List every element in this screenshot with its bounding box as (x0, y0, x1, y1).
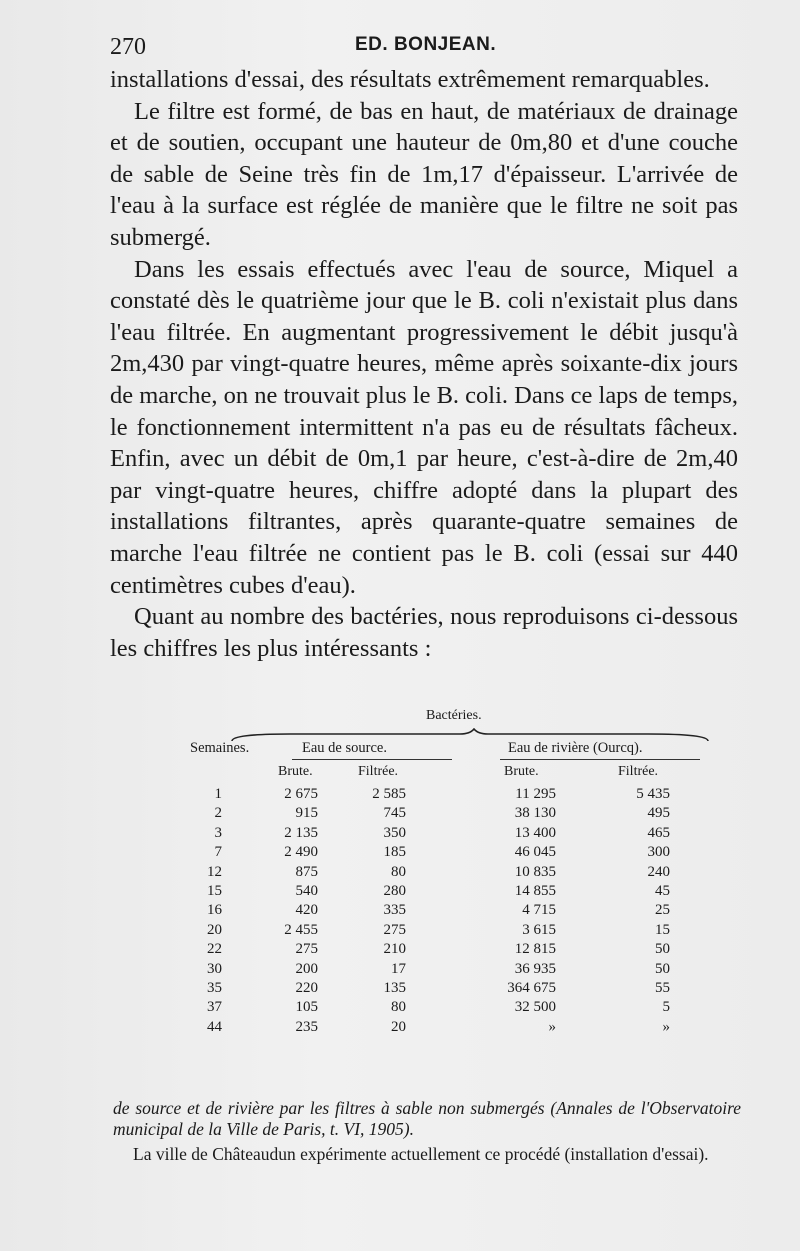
body-text (110, 64, 738, 664)
table-row (190, 786, 710, 805)
table-row (190, 902, 710, 921)
table-cell: 210 (383, 941, 406, 958)
table-cell: 16 (207, 902, 222, 919)
table-cell: 17 (391, 960, 406, 977)
table-cell: 335 (383, 902, 406, 919)
page-header (110, 34, 760, 60)
table-row (190, 825, 710, 844)
table-cell: 13 400 (514, 824, 556, 841)
table-cell: 235 (295, 1018, 318, 1035)
table-cell: 300 (647, 844, 670, 861)
table-cell: 32 500 (514, 999, 556, 1016)
table-cell: 36 935 (514, 960, 556, 977)
table-cell: 185 (383, 844, 406, 861)
table-cell: 2 455 (284, 921, 318, 938)
table-cell: » (548, 1018, 556, 1035)
river-filtered-header: Filtrée. (618, 764, 659, 779)
table-title: Bactéries. (426, 708, 482, 723)
table-cell: 80 (391, 863, 406, 880)
table-cell: 35 (207, 979, 222, 996)
table-cell: 14 855 (514, 882, 556, 899)
page-number: 270 (110, 34, 146, 60)
table-cell: 50 (655, 941, 670, 958)
table-cell: 3 615 (522, 921, 556, 938)
table-cell: 495 (647, 805, 670, 822)
table-row (190, 883, 710, 902)
table-row (190, 844, 710, 863)
river-rule (500, 759, 700, 760)
source-header: Eau de source. (302, 740, 387, 756)
table-cell: 915 (295, 805, 318, 822)
table-cell: 350 (383, 824, 406, 841)
table-cell: 25 (655, 902, 670, 919)
table-row (190, 922, 710, 941)
table-caption: de source et de rivière par les filtres à sable non submergés (Annales de l'Observatoire municipal de la Ville de Paris, t. VI, 1905). (113, 1098, 741, 1139)
paragraph: Le filtre est formé, de bas en haut, de matériaux de drainage et de soutien, occupant une hauteur de 0m,80 et d'une couche de sable de Seine très fin de 1m,17 d'épaisseur. L'arrivée de l'eau à la surface est réglée de manière que le filtre ne soit pas submergé. (110, 97, 738, 251)
table-cell: 240 (647, 863, 670, 880)
table-cell: 420 (295, 902, 318, 919)
table-cell: 745 (383, 805, 406, 822)
table-row (190, 980, 710, 999)
table-cell: 44 (207, 1018, 222, 1035)
table-cell: 30 (207, 960, 222, 977)
footnote-text: La ville de Châteaudun expérimente actuellement ce procédé (installation d'essai). (133, 1144, 709, 1164)
table-cell: 135 (383, 979, 406, 996)
paragraph: Dans les essais effectués avec l'eau de source, Miquel a constaté dès le quatrième jour que le B. coli n'existait plus dans l'eau filtrée. En augmentant progressivement le débit jusqu'à 2m,430 par vingt-quatre heures, même après soixante-dix jours de marche, on ne trouvait plus le B. coli. Dans ce laps de temps, le fonctionnement intermittent n'a pas eu de résultats fâcheux. Enfin, avec un débit de 0m,1 par heure, c'est-à-dire de 2m,40 par vingt-quatre heures, chiffre adopté dans la plupart des installations filtrantes, après quarante-quatre semaines de marche l'eau filtrée ne contient pas le B. coli (essai sur 440 centimètres cubes d'eau). (110, 255, 738, 599)
table-cell: 20 (207, 921, 222, 938)
table-cell: » (662, 1018, 670, 1035)
table-cell: 15 (655, 921, 670, 938)
table-cell: 7 (214, 844, 222, 861)
table-cell: 45 (655, 882, 670, 899)
table-cell: 540 (295, 882, 318, 899)
table-cell: 364 675 (507, 979, 556, 996)
paragraph: installations d'essai, des résultats extrêmement remarquables. (110, 66, 710, 93)
table-row (190, 999, 710, 1018)
table-cell: 2 490 (284, 844, 318, 861)
table-cell: 80 (391, 999, 406, 1016)
table-cell: 280 (383, 882, 406, 899)
table-cell: 5 435 (636, 786, 670, 802)
table-row (190, 941, 710, 960)
river-raw-header: Brute. (504, 764, 539, 779)
table-cell: 2 675 (284, 786, 318, 802)
table-cell: 50 (655, 960, 670, 977)
table-caption-and-note (113, 1098, 741, 1165)
table-cell: 1 (214, 786, 222, 802)
table-cell: 5 (662, 999, 670, 1016)
table-cell: 38 130 (514, 805, 556, 822)
table-cell: 3 (214, 824, 222, 841)
table-row (190, 961, 710, 980)
table-cell: 220 (295, 979, 318, 996)
table-body (190, 786, 710, 1038)
table-cell: 12 815 (514, 941, 556, 958)
source-filtered-header: Filtrée. (358, 764, 399, 779)
table-cell: 465 (647, 824, 670, 841)
table-row (190, 864, 710, 883)
table-cell: 2 135 (284, 824, 318, 841)
table-cell: 11 295 (515, 786, 556, 802)
table-cell: 105 (295, 999, 318, 1016)
table-row (190, 1019, 710, 1038)
weeks-header: Semaines. (190, 740, 250, 756)
table-cell: 22 (207, 941, 222, 958)
table-cell: 200 (295, 960, 318, 977)
table-cell: 55 (655, 979, 670, 996)
table-cell: 10 835 (514, 863, 556, 880)
table-cell: 37 (207, 999, 222, 1016)
table-cell: 12 (207, 863, 222, 880)
table-cell: 15 (207, 882, 222, 899)
source-rule (292, 759, 452, 760)
table-cell: 275 (295, 941, 318, 958)
table-cell: 4 715 (522, 902, 556, 919)
table-cell: 2 585 (372, 786, 406, 802)
running-title: ED. BONJEAN. (355, 34, 497, 55)
source-raw-header: Brute. (278, 764, 313, 779)
table-cell: 275 (383, 921, 406, 938)
table-cell: 46 045 (514, 844, 556, 861)
table-cell: 20 (391, 1018, 406, 1035)
paragraph: Quant au nombre des bactéries, nous reproduisons ci-dessous les chiffres les plus intéressants : (110, 603, 738, 662)
table-cell: 875 (295, 863, 318, 880)
table-cell: 2 (214, 805, 222, 822)
river-header: Eau de rivière (Ourcq). (508, 740, 643, 756)
table-row (190, 805, 710, 824)
